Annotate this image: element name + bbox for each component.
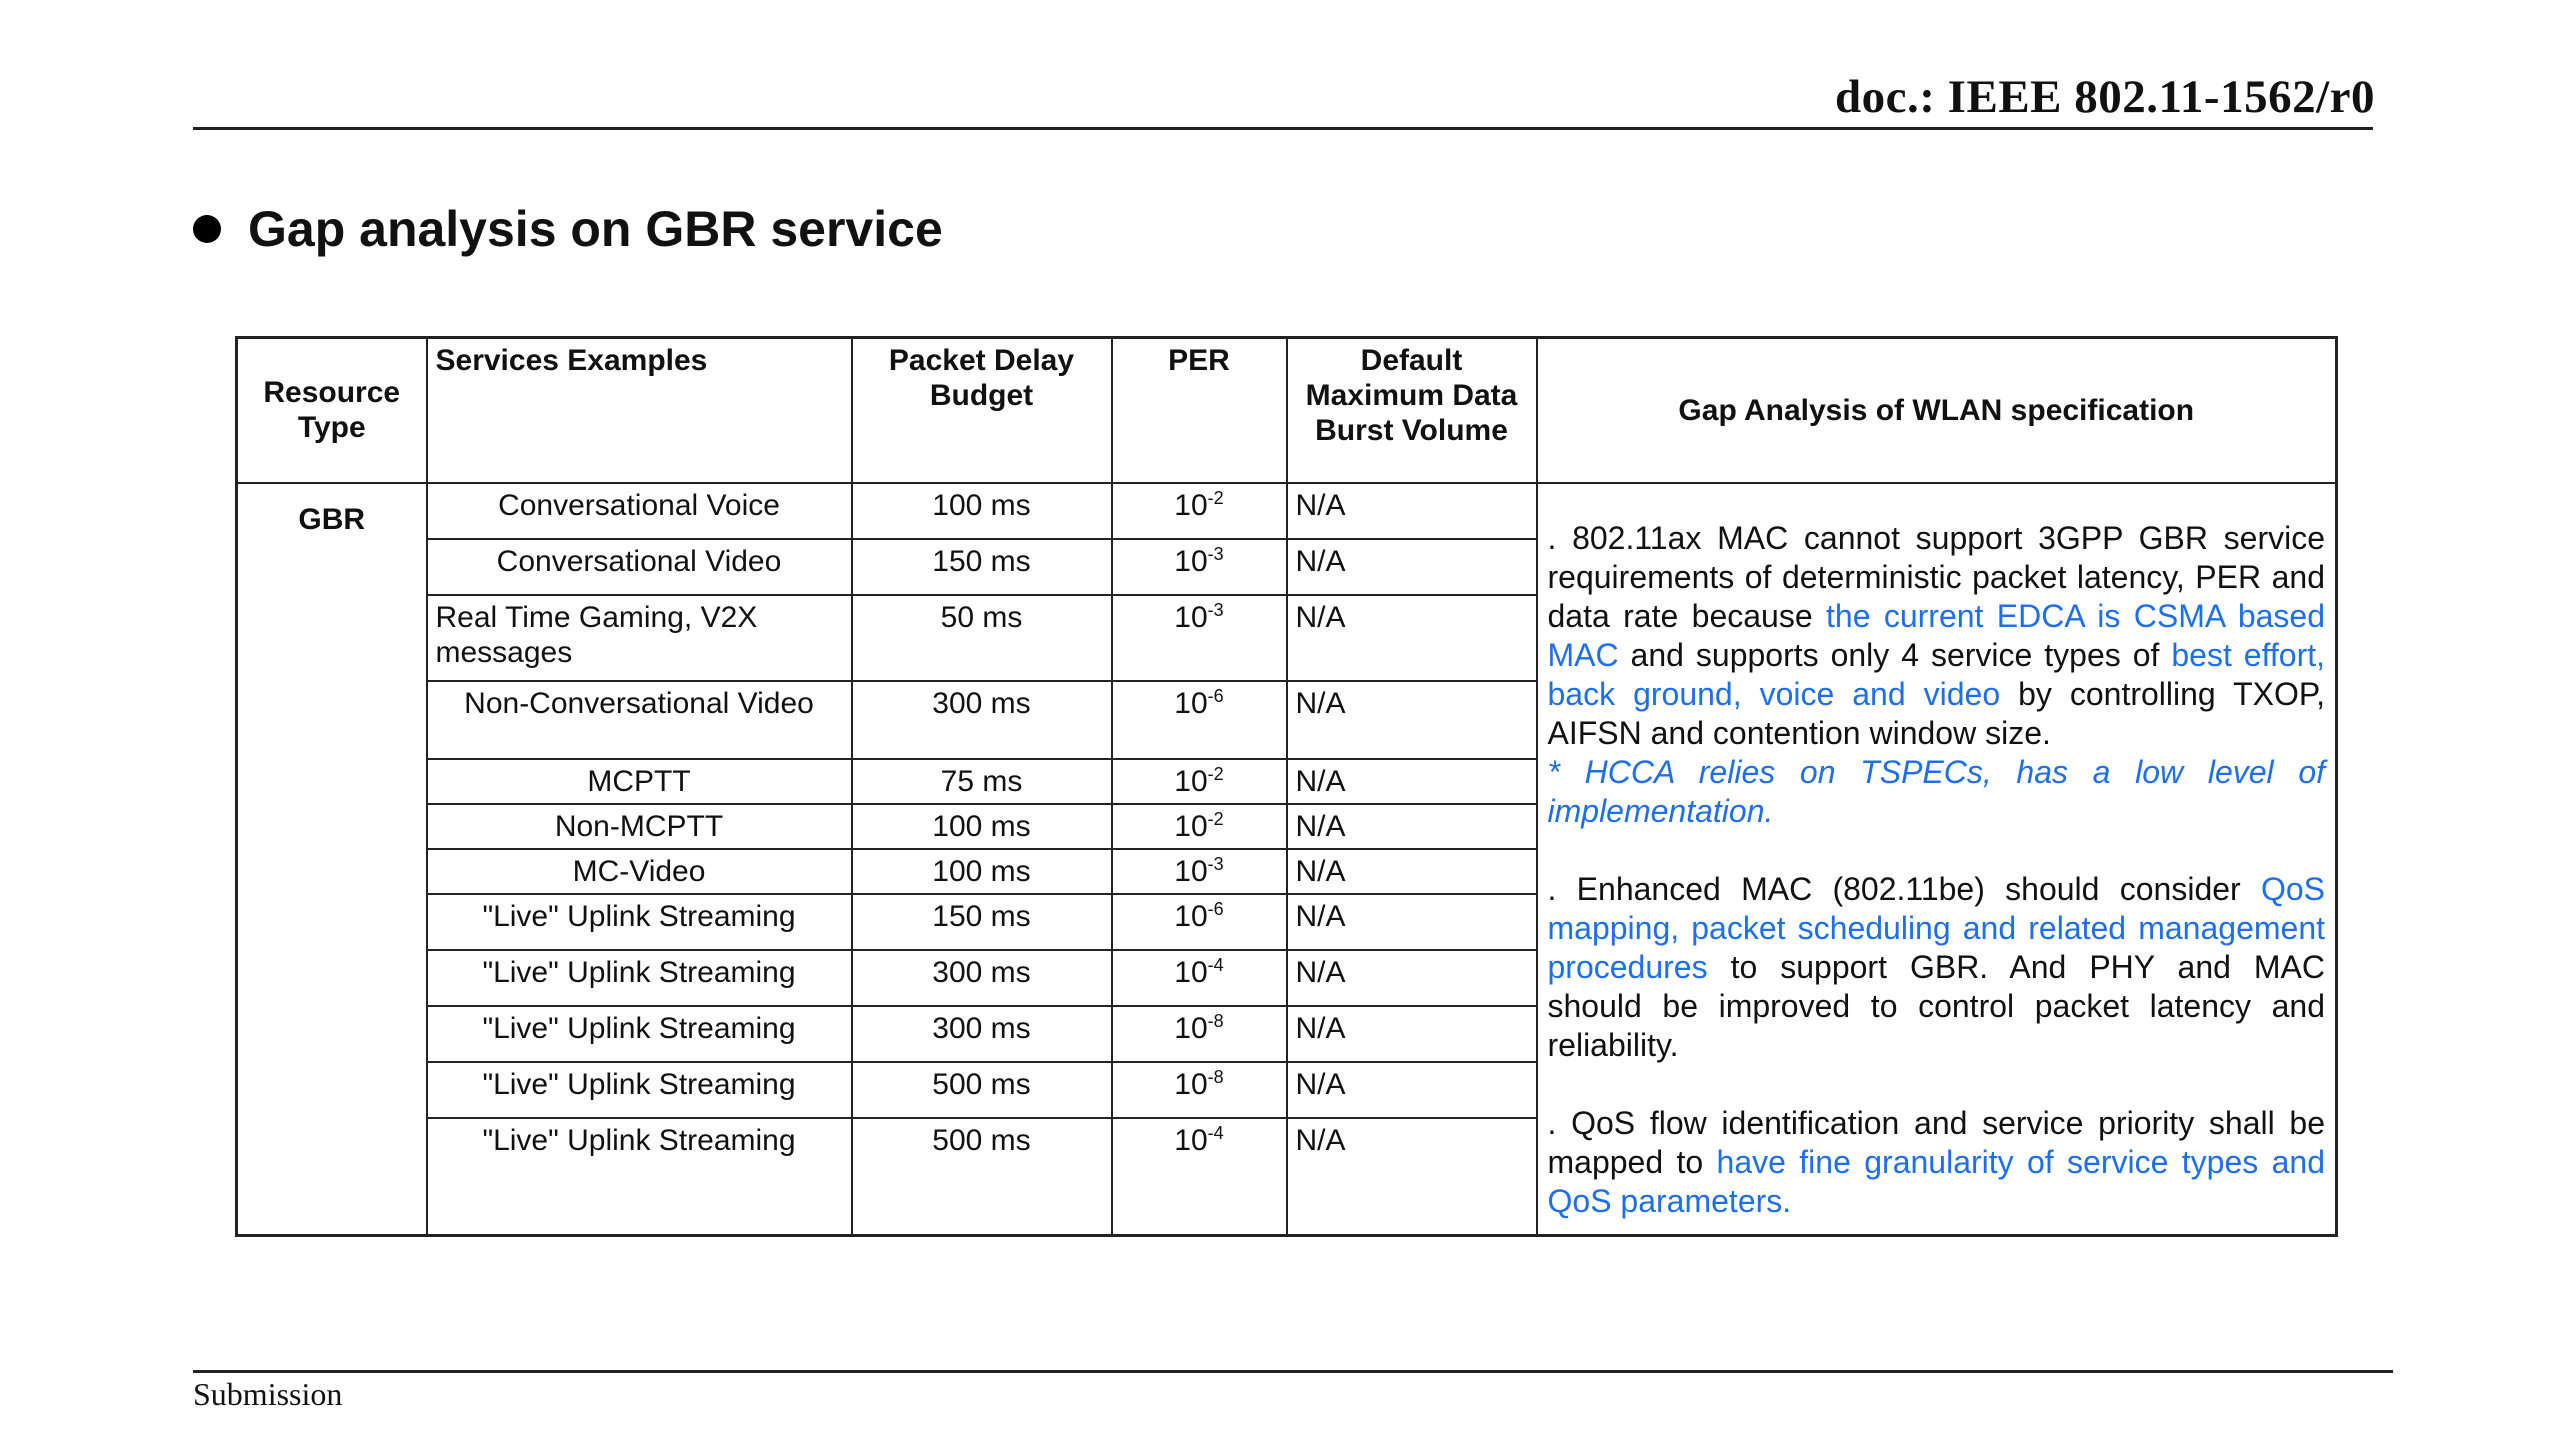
table-header-row	[237, 338, 2337, 483]
gap-highlight: the current EDCA is CSMA based MAC	[1547, 597, 2326, 673]
table-row	[237, 483, 2337, 539]
header-services-examples: Services Examples	[427, 338, 852, 483]
burst-volume-cell: N/A	[1287, 1118, 1537, 1236]
per-base: 10	[1174, 955, 1208, 989]
service-example-cell: Non-MCPTT	[427, 804, 852, 849]
per-base: 10	[1174, 1123, 1208, 1157]
gap-text: and supports only 4 service types of	[1618, 636, 2172, 673]
slide-title-text: Gap analysis on GBR service	[248, 201, 943, 257]
gap-hcca-note: * HCCA relies on TSPECs, has a low level of implementation.	[1547, 753, 2325, 829]
packet-delay-cell: 75 ms	[852, 759, 1112, 804]
service-example-cell: Real Time Gaming, V2X messages	[427, 595, 852, 681]
packet-delay-cell: 150 ms	[852, 894, 1112, 950]
gap-text: to support GBR. And PHY and MAC should be improved to control packet latency and reliability.	[1547, 948, 2325, 1063]
per-base: 10	[1174, 686, 1208, 720]
per-exponent: -6	[1207, 685, 1224, 706]
burst-volume-cell: N/A	[1287, 539, 1537, 595]
per-base: 10	[1174, 488, 1208, 522]
header-per: PER	[1112, 338, 1287, 483]
gap-text: . Enhanced MAC (802.11be) should consider	[1547, 870, 2261, 907]
gap-paragraph-3	[1548, 1104, 2326, 1221]
per-exponent: -4	[1207, 1122, 1224, 1143]
per-base: 10	[1174, 899, 1208, 933]
per-base: 10	[1174, 600, 1208, 634]
per-exponent: -3	[1207, 543, 1224, 564]
packet-delay-cell: 300 ms	[852, 950, 1112, 1006]
bullet-icon	[193, 215, 221, 243]
burst-volume-cell: N/A	[1287, 483, 1537, 539]
gap-highlight: best effort, back ground, voice and video	[1547, 636, 2326, 712]
per-base: 10	[1174, 854, 1208, 888]
packet-delay-cell: 50 ms	[852, 595, 1112, 681]
per-cell	[1112, 595, 1287, 681]
per-cell	[1112, 894, 1287, 950]
gap-paragraph-2	[1548, 870, 2326, 1065]
per-exponent: -8	[1207, 1010, 1224, 1031]
per-cell	[1112, 759, 1287, 804]
gap-text: . QoS flow identification and service priority shall be mapped to	[1547, 1104, 2325, 1180]
per-cell	[1112, 849, 1287, 894]
packet-delay-cell: 500 ms	[852, 1062, 1112, 1118]
service-example-cell: "Live" Uplink Streaming	[427, 894, 852, 950]
per-exponent: -3	[1207, 853, 1224, 874]
per-cell	[1112, 1006, 1287, 1062]
gap-text: by controlling TXOP, AIFSN and contention window size.	[1547, 675, 2326, 751]
packet-delay-cell: 100 ms	[852, 483, 1112, 539]
gbr-table	[235, 336, 2338, 1237]
per-cell	[1112, 539, 1287, 595]
per-cell	[1112, 804, 1287, 849]
burst-volume-cell: N/A	[1287, 1062, 1537, 1118]
gap-highlight: QoS mapping, packet scheduling and related management procedures	[1547, 870, 2325, 985]
header-resource-type: Resource Type	[237, 338, 427, 483]
service-example-cell: "Live" Uplink Streaming	[427, 950, 852, 1006]
packet-delay-cell: 100 ms	[852, 804, 1112, 849]
burst-volume-cell: N/A	[1287, 849, 1537, 894]
burst-volume-cell: N/A	[1287, 595, 1537, 681]
gap-highlight: have fine granularity of service types and QoS parameters.	[1547, 1143, 2326, 1219]
gap-paragraph-1	[1548, 519, 2326, 831]
footer-divider	[193, 1370, 2393, 1373]
per-cell	[1112, 1062, 1287, 1118]
burst-volume-cell: N/A	[1287, 950, 1537, 1006]
per-base: 10	[1174, 1011, 1208, 1045]
burst-volume-cell: N/A	[1287, 1006, 1537, 1062]
packet-delay-cell: 300 ms	[852, 1006, 1112, 1062]
burst-volume-cell: N/A	[1287, 894, 1537, 950]
packet-delay-cell: 500 ms	[852, 1118, 1112, 1236]
per-base: 10	[1174, 544, 1208, 578]
per-cell	[1112, 1118, 1287, 1236]
document-id: doc.: IEEE 802.11-1562/r0	[1835, 71, 2375, 123]
footer-submission: Submission	[193, 1376, 343, 1412]
service-example-cell: Conversational Voice	[427, 483, 852, 539]
per-exponent: -6	[1207, 898, 1224, 919]
per-exponent: -2	[1207, 763, 1224, 784]
burst-volume-cell: N/A	[1287, 759, 1537, 804]
service-example-cell: "Live" Uplink Streaming	[427, 1062, 852, 1118]
per-base: 10	[1174, 809, 1208, 843]
service-example-cell: MCPTT	[427, 759, 852, 804]
gap-analysis-cell	[1537, 483, 2337, 1236]
burst-volume-cell: N/A	[1287, 804, 1537, 849]
resource-type-cell: GBR	[237, 483, 427, 1236]
per-cell	[1112, 950, 1287, 1006]
per-exponent: -4	[1207, 954, 1224, 975]
header-burst-volume: Default Maximum Data Burst Volume	[1287, 338, 1537, 483]
per-base: 10	[1174, 764, 1208, 798]
service-example-cell: Conversational Video	[427, 539, 852, 595]
header-packet-delay-budget: Packet Delay Budget	[852, 338, 1112, 483]
per-cell	[1112, 483, 1287, 539]
burst-volume-cell: N/A	[1287, 681, 1537, 759]
header-divider	[193, 127, 2373, 130]
packet-delay-cell: 150 ms	[852, 539, 1112, 595]
service-example-cell: MC-Video	[427, 849, 852, 894]
packet-delay-cell: 100 ms	[852, 849, 1112, 894]
per-exponent: -3	[1207, 599, 1224, 620]
per-cell	[1112, 681, 1287, 759]
per-base: 10	[1174, 1067, 1208, 1101]
service-example-cell: "Live" Uplink Streaming	[427, 1006, 852, 1062]
header-gap-analysis: Gap Analysis of WLAN specification	[1537, 338, 2337, 483]
gap-text: . 802.11ax MAC cannot support 3GPP GBR service requirements of deterministic packet latency, PER and data rate because	[1547, 519, 2325, 634]
per-exponent: -2	[1207, 487, 1224, 508]
per-exponent: -8	[1207, 1066, 1224, 1087]
per-exponent: -2	[1207, 808, 1224, 829]
service-example-cell: Non-Conversational Video	[427, 681, 852, 759]
gbr-table-container	[235, 336, 2338, 1237]
packet-delay-cell: 300 ms	[852, 681, 1112, 759]
service-example-cell: "Live" Uplink Streaming	[427, 1118, 852, 1236]
slide-title	[193, 200, 943, 258]
